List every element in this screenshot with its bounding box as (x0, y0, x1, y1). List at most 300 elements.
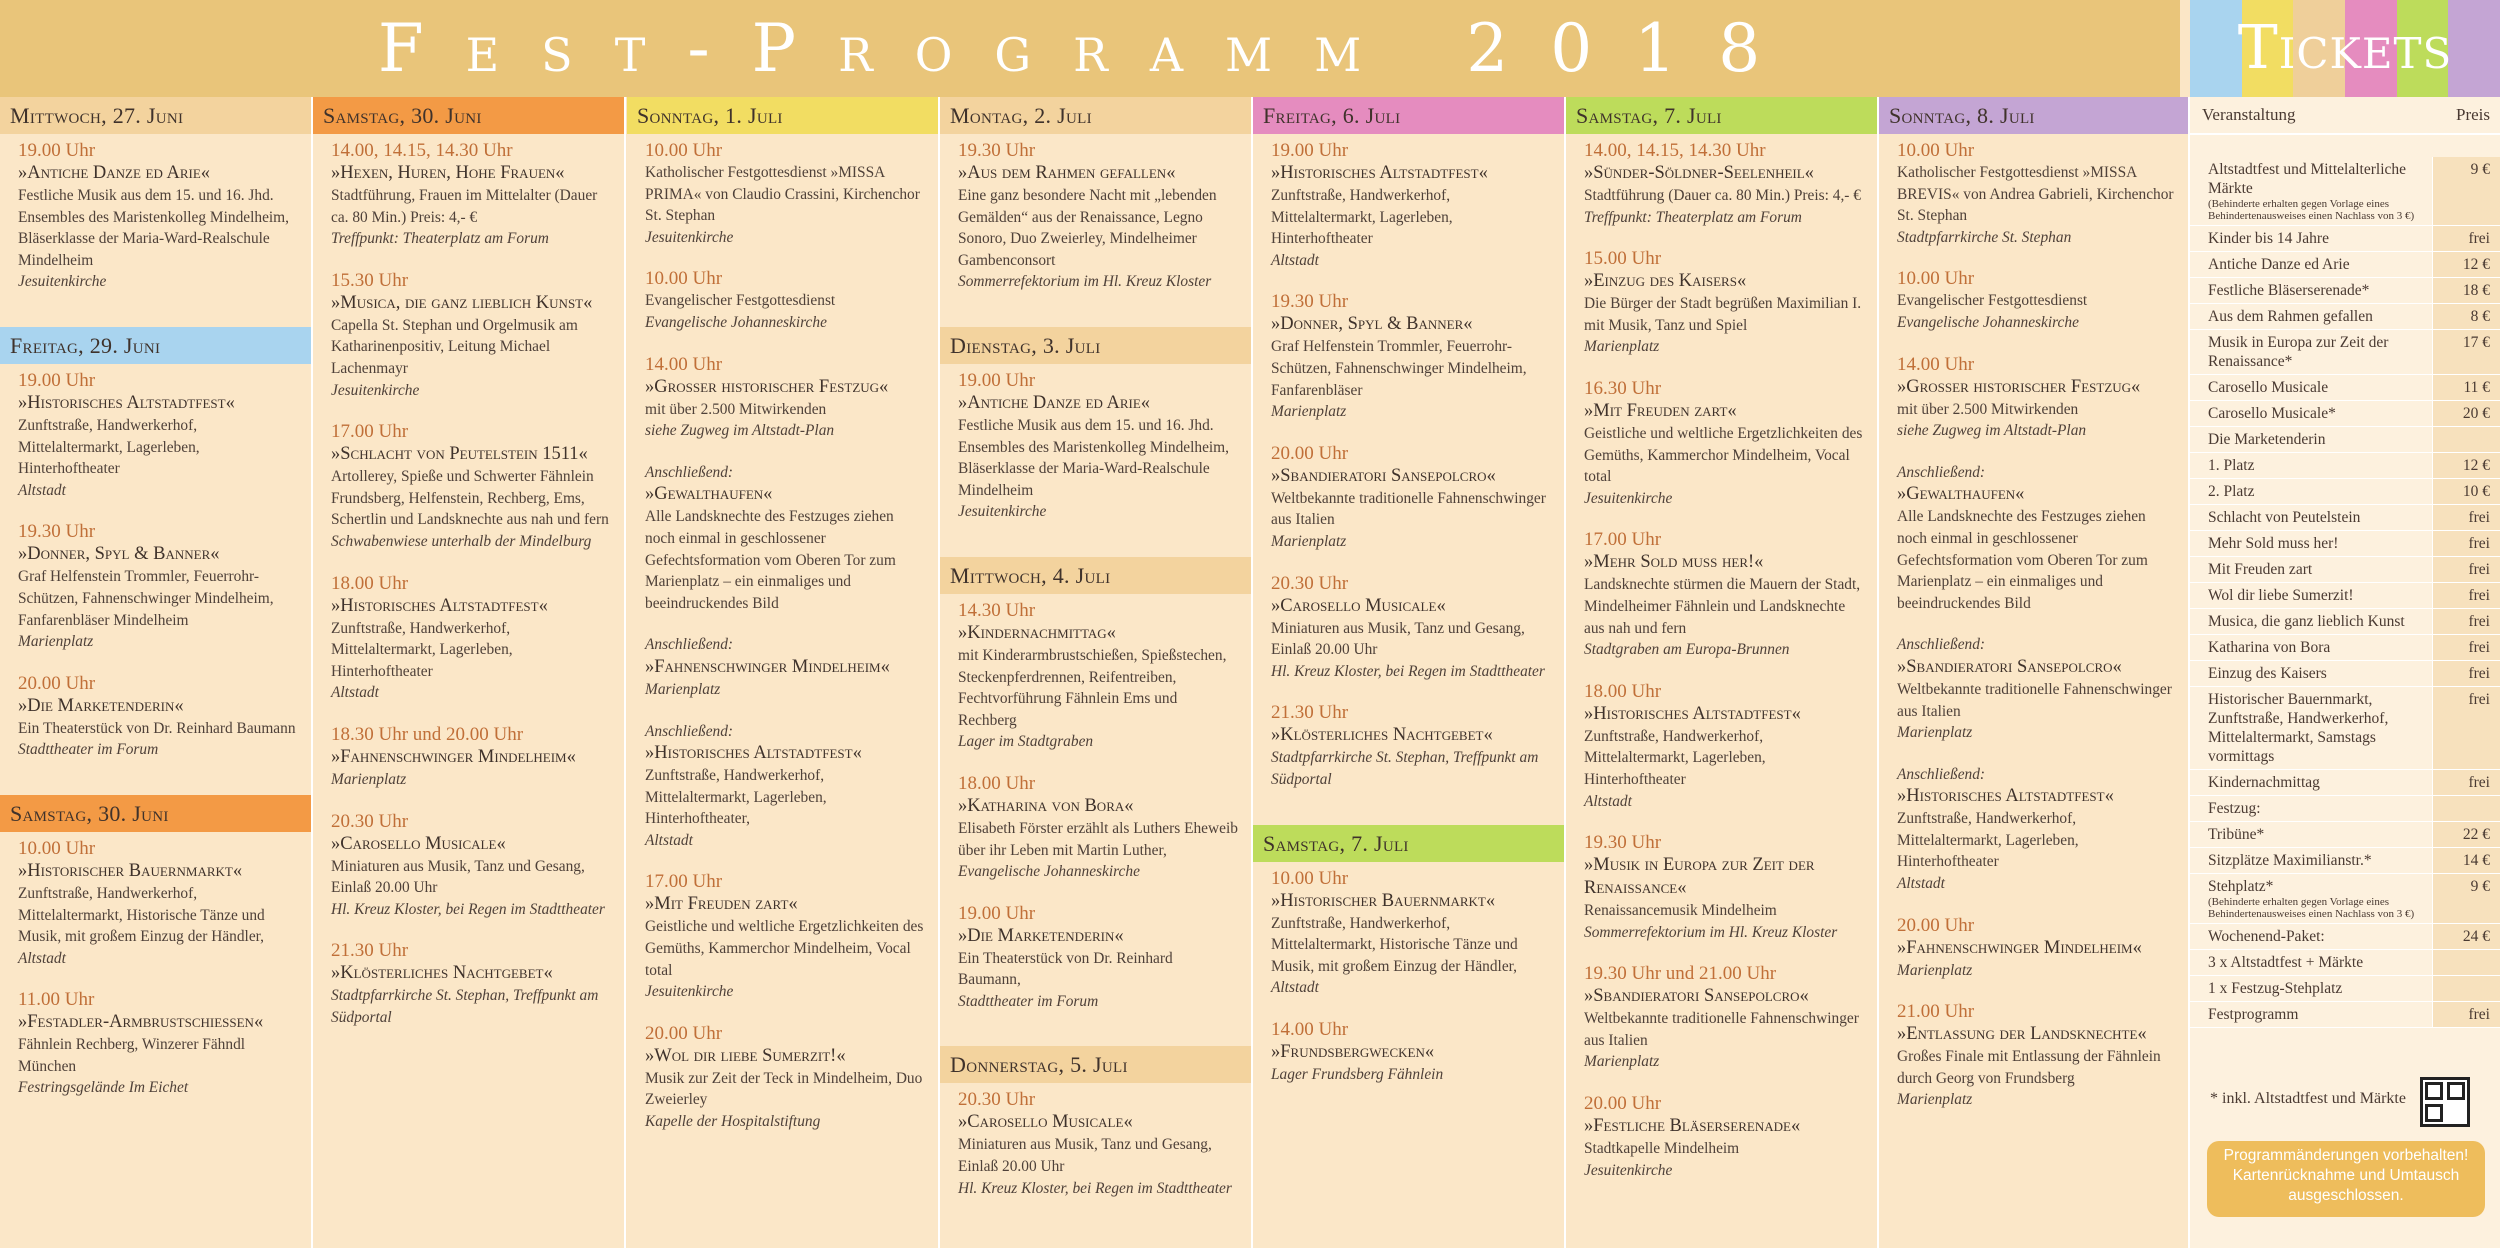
event-name: »Die Marketenderin« (18, 695, 184, 716)
event-item (1271, 1019, 1552, 1086)
qr-code-icon[interactable] (2420, 1077, 2470, 1127)
event-description: Zunftstraße, Handwerkerhof, Mittelaltermarkt, Historische Tänze und Musik, mit großem Einzug der Händler, (1271, 914, 1518, 975)
event-name: »Kindernachmittag« (958, 622, 1116, 643)
program-column (1253, 97, 1566, 1248)
tickets-table-header (2190, 97, 2500, 135)
program-column (940, 97, 1253, 1248)
event-location: siehe Zugweg im Altstadt-Plan (645, 422, 835, 440)
day-header: Freitag, 29. Juni (0, 327, 311, 364)
ticket-price: frei (2432, 687, 2500, 769)
ticket-name-text: Festliche Bläserserenade* (2208, 282, 2370, 299)
event-name: »Wol dir liebe Sumerzit!« (645, 1045, 846, 1066)
event-name: »Sbandieratori Sansepolcro« (1584, 986, 1809, 1007)
event-location: Marienplatz (331, 770, 407, 788)
event-description: Elisabeth Förster erzählt als Luthers Eheweib über ihr Leben mit Martin Luther, (958, 819, 1238, 859)
event-item (331, 940, 612, 1028)
event-location: Stadtpfarrkirche St. Stephan (1897, 228, 2072, 246)
event-description: Stadtführung, Frauen im Mittelalter (Dauer ca. 80 Min.) Preis: 4,- € (331, 187, 598, 226)
ticket-row (2190, 950, 2500, 976)
event-description: Alle Landsknechte des Festzuges ziehen noch einmal in geschlossener Gefechtsformation vom Oberen Tor zum Marienplatz – ein einmaliges und beeindruckendes Bild (645, 508, 896, 612)
ticket-name-text: Mit Freuden zart (2208, 561, 2313, 578)
event-description: Festliche Musik aus dem 15. und 16. Jhd. Ensembles des Maristenkolleg Mindelheim, Bläserklasse der Maria-Ward-Realschule Mindelheim (18, 187, 289, 269)
event-time: 20.00 Uhr (1271, 442, 1349, 464)
event-item (958, 140, 1239, 293)
ticket-price: frei (2432, 557, 2500, 582)
event-name: »Musik in Europa zur Zeit der Renaissance« (1584, 855, 1815, 899)
ticket-name (2190, 796, 2432, 821)
ticket-name (2190, 453, 2432, 478)
event-list (1879, 134, 2188, 1133)
event-location: siehe Zugweg im Altstadt-Plan (1897, 422, 2087, 440)
event-description: Zunftstraße, Handwerkerhof, Mittelaltermarkt, Historische Tänze und Musik, mit großem Einzug der Händler, (18, 884, 265, 946)
ticket-name (2190, 635, 2432, 660)
event-item (331, 573, 612, 704)
event-name: »Carosello Musicale« (958, 1112, 1133, 1133)
event-location: Stadttheater im Forum (18, 741, 159, 759)
ticket-name (2190, 401, 2432, 426)
program-column (1879, 97, 2190, 1248)
ticket-price: frei (2432, 226, 2500, 251)
event-name: »Klösterliches Nachtgebet« (331, 963, 553, 984)
ticket-row (2190, 924, 2500, 950)
event-description: Großes Finale mit Entlassung der Fähnlein durch Georg von Frundsberg (1897, 1048, 2161, 1087)
event-description: Capella St. Stephan und Orgelmusik am Katharinenpositiv, Leitung Michael Lachenmayr (331, 316, 578, 377)
event-location: Marienplatz (1584, 1053, 1660, 1071)
event-location: Altstadt (1271, 251, 1319, 269)
event-time: 20.30 Uhr (1271, 572, 1349, 594)
event-description: Miniaturen aus Musik, Tanz und Gesang, Einlaß 20.00 Uhr (1271, 619, 1525, 659)
event-item (331, 724, 612, 791)
event-name: »Antiche Danze ed Arie« (18, 163, 211, 183)
ticket-row (2190, 976, 2500, 1002)
event-description: Die Bürger der Stadt begrüßen Maximilian I. mit Musik, Tanz und Spiel (1584, 295, 1862, 334)
day-header: Samstag, 30. Juni (313, 97, 624, 134)
event-description: Evangelischer Festgottesdienst (1897, 292, 2088, 310)
event-name: »Hexen, Huren, Hohe Frauen« (331, 163, 565, 183)
event-time: 10.00 Uhr (18, 837, 96, 859)
ticket-row (2190, 770, 2500, 796)
event-name: »Entlassung der Landsknechte« (1897, 1024, 2147, 1045)
tickets-title: Tickets (2237, 13, 2453, 83)
ticket-price: frei (2432, 609, 2500, 634)
event-preface: Anschließend: (645, 722, 734, 740)
event-description: Miniaturen aus Musik, Tanz und Gesang, Einlaß 20.00 Uhr (331, 857, 585, 897)
day-header: Mittwoch, 4. Juli (940, 557, 1251, 594)
program-column (313, 97, 626, 1248)
event-time: 19.00 Uhr (18, 140, 96, 161)
event-name: »Frundsbergwecken« (1271, 1041, 1435, 1062)
ticket-name-text: Einzug des Kaisers (2208, 665, 2327, 682)
ticket-name (2190, 531, 2432, 556)
event-time: 19.30 Uhr (1584, 832, 1662, 854)
event-name: »Festliche Bläserserenade« (1584, 1116, 1801, 1137)
page-title: Fest-Programm 2018 (377, 10, 1803, 87)
ticket-row (2190, 330, 2500, 375)
event-time: 19.30 Uhr (18, 521, 96, 543)
ticket-row (2190, 557, 2500, 583)
ticket-name (2190, 557, 2432, 582)
event-location: Altstadt (1271, 979, 1319, 997)
event-time: 14.00 Uhr (1897, 353, 1975, 375)
event-list (0, 832, 311, 1121)
event-time: 18.00 Uhr (958, 772, 1036, 794)
event-location: Kapelle der Hospitalstiftung (645, 1113, 821, 1131)
ticket-name (2190, 157, 2432, 225)
event-description: Miniaturen aus Musik, Tanz und Gesang, Einlaß 20.00 Uhr (958, 1136, 1212, 1176)
event-location: Schwabenwiese unterhalb der Mindelburg (331, 532, 592, 550)
event-item (645, 462, 926, 615)
ticket-name (2190, 687, 2432, 769)
ticket-row (2190, 157, 2500, 226)
event-location: Hl. Kreuz Kloster, bei Regen im Stadttheater (958, 1179, 1232, 1197)
ticket-name (2190, 427, 2432, 452)
event-location: Stadtgraben am Europa-Brunnen (1584, 641, 1790, 659)
event-description: Evangelischer Festgottesdienst (645, 292, 836, 310)
event-description: Musik zur Zeit der Teck in Mindelheim, Duo Zweierley (645, 1069, 923, 1109)
ticket-name (2190, 583, 2432, 608)
event-name: »Donner, Spyl & Banner« (1271, 314, 1473, 335)
event-description: Zunftstraße, Handwerkerhof, Mittelaltermarkt, Lagerleben, Hinterhoftheater (331, 619, 513, 680)
ticket-row (2190, 401, 2500, 427)
event-item (1897, 764, 2176, 895)
event-list (0, 134, 311, 315)
day-header: Freitag, 6. Juli (1253, 97, 1564, 134)
ticket-price: 20 € (2432, 401, 2500, 426)
event-name: »Fahnenschwinger Mindelheim« (331, 746, 576, 767)
ticket-name-text: Historischer Bauernmarkt, Zunftstraße, Handwerkerhof, Mittelaltermarkt, Samstags vormittags (2208, 691, 2389, 765)
ticket-row (2190, 505, 2500, 531)
event-location: Hl. Kreuz Kloster, bei Regen im Stadttheater (331, 900, 605, 918)
ticket-row (2190, 453, 2500, 479)
event-name: »Katharina von Bora« (958, 795, 1134, 816)
ticket-name (2190, 479, 2432, 504)
tickets-col-event: Veranstaltung (2202, 105, 2296, 124)
event-location: Marienplatz (645, 680, 721, 698)
ticket-row (2190, 635, 2500, 661)
ticket-price: frei (2432, 661, 2500, 686)
event-location: Jesuitenkirche (645, 228, 734, 246)
event-time: 20.30 Uhr (958, 1089, 1036, 1111)
event-list (940, 1083, 1251, 1221)
event-time: 19.00 Uhr (1271, 140, 1349, 161)
event-name: »Aus dem Rahmen gefallen« (958, 163, 1176, 183)
ticket-name (2190, 609, 2432, 634)
ticket-row (2190, 427, 2500, 453)
event-time: 20.30 Uhr (331, 810, 409, 832)
ticket-price: frei (2432, 531, 2500, 556)
ticket-name-text: 1 x Festzug-Stehplatz (2208, 980, 2343, 997)
event-item (645, 140, 926, 248)
program-column (0, 97, 313, 1248)
event-name: »Einzug des Kaisers« (1584, 271, 1747, 292)
event-name: »Historisches Altstadtfest« (331, 595, 548, 616)
ticket-row (2190, 226, 2500, 252)
event-preface: Anschließend: (645, 463, 734, 481)
event-location: Altstadt (1897, 875, 1945, 893)
ticket-name-text: Musica, die ganz lieblich Kunst (2208, 613, 2405, 630)
event-location: Jesuitenkirche (18, 273, 107, 291)
event-description: Katholischer Festgottesdienst »MISSA PRIMA« von Claudio Crassini, Kirchenchor St. Stephan (645, 164, 920, 225)
ticket-name (2190, 226, 2432, 251)
event-item (1584, 140, 1865, 228)
event-location: Marienplatz (1897, 1091, 1973, 1109)
event-item (645, 634, 926, 700)
event-time: 14.00 Uhr (645, 353, 723, 375)
event-time: 20.00 Uhr (1584, 1093, 1662, 1115)
ticket-name (2190, 848, 2432, 873)
event-time: 11.00 Uhr (18, 989, 95, 1011)
event-name: »Historisches Altstadtfest« (1897, 786, 2114, 807)
ticket-name (2190, 330, 2432, 374)
ticket-row (2190, 304, 2500, 330)
event-item (1271, 702, 1552, 790)
ticket-name-text: 2. Platz (2208, 483, 2255, 500)
ticket-name (2190, 304, 2432, 329)
event-time: 18.30 Uhr und 20.00 Uhr (331, 723, 524, 745)
day-header: Donnerstag, 5. Juli (940, 1046, 1251, 1083)
event-item (645, 721, 926, 852)
event-item (1271, 573, 1552, 683)
ticket-price (2432, 950, 2500, 975)
event-time: 20.00 Uhr (18, 672, 96, 694)
event-time: 21.00 Uhr (1897, 1001, 1975, 1023)
event-time: 19.00 Uhr (958, 369, 1036, 391)
program-column (627, 97, 940, 1248)
event-location: Marienplatz (1584, 338, 1660, 356)
event-description: Geistliche und weltliche Ergetzlichkeiten des Gemüths, Kammerchor Mindelheim, Vocal total (645, 918, 924, 979)
event-item (1897, 915, 2176, 982)
ticket-row (2190, 1002, 2500, 1028)
event-name: »Schlacht von Peutelstein 1511« (331, 444, 588, 465)
ticket-name (2190, 278, 2432, 303)
ticket-name-text: Sitzplätze Maximilianstr.* (2208, 852, 2372, 869)
day-header: Dienstag, 3. Juli (940, 327, 1251, 364)
ticket-price: frei (2432, 583, 2500, 608)
event-item (958, 903, 1239, 1013)
event-item (1584, 529, 1865, 660)
event-time: 17.00 Uhr (645, 871, 723, 893)
notice-box: Programmänderungen vorbehalten! Kartenrücknahme und Umtausch ausgeschlossen. (2207, 1141, 2485, 1217)
event-description: Stadtkapelle Mindelheim (1584, 1140, 1740, 1158)
ticket-name-text: Antiche Danze ed Arie (2208, 256, 2350, 273)
event-item (18, 989, 299, 1099)
event-location: Evangelische Johanneskirche (645, 313, 827, 331)
event-time: 10.00 Uhr (1897, 268, 1975, 290)
event-name: »Donner, Spyl & Banner« (18, 544, 220, 565)
event-time: 15.30 Uhr (331, 269, 409, 291)
event-location: Marienplatz (18, 633, 94, 651)
event-item (1271, 868, 1552, 999)
event-description: Graf Helfenstein Trommler, Feuerrohr-Schützen, Fahnenschwinger Mindelheim, Fanfarenbläser Mindelheim (18, 568, 274, 629)
event-time: 14.00, 14.15, 14.30 Uhr (1584, 140, 1766, 161)
ticket-row (2190, 609, 2500, 635)
day-header: Samstag, 7. Juli (1253, 825, 1564, 862)
event-name: »Historischer Bauernmarkt« (1271, 890, 1496, 911)
event-description: Fähnlein Rechberg, Winzerer Fähndl München (18, 1036, 246, 1075)
event-description: Artollerey, Spieße und Schwerter Fähnlein Frundsberg, Helfenstein, Rechberg, Ems, Schertlin und Landsknechte aus nah und fern (331, 468, 609, 529)
event-name: »Fahnenschwinger Mindelheim« (1897, 937, 2142, 958)
event-description: Graf Helfenstein Trommler, Feuerrohr-Schützen, Fahnenschwinger Mindelheim, Fanfarenbläser (1271, 338, 1527, 399)
ticket-price: 22 € (2432, 822, 2500, 847)
event-description: Zunftstraße, Handwerkerhof, Mittelaltermarkt, Lagerleben, Hinterhoftheater (1271, 187, 1453, 248)
ticket-name-text: Altstadtfest und Mittelalterliche Märkte (2208, 161, 2407, 197)
ticket-row (2190, 796, 2500, 822)
event-name: »Carosello Musicale« (1271, 595, 1446, 616)
event-location: Jesuitenkirche (645, 983, 734, 1001)
ticket-name-text: 3 x Altstadtfest + Märkte (2208, 954, 2364, 971)
day-header: Sonntag, 8. Juli (1879, 97, 2188, 134)
ticket-price: 12 € (2432, 252, 2500, 277)
event-item (1584, 1093, 1865, 1181)
event-name: »Mehr Sold muss her!« (1584, 552, 1764, 573)
event-item (1584, 832, 1865, 943)
ticket-name (2190, 874, 2432, 923)
event-item (1271, 291, 1552, 422)
event-location: Altstadt (331, 684, 379, 702)
ticket-name-text: Aus dem Rahmen gefallen (2208, 308, 2373, 325)
event-location: Treffpunkt: Theaterplatz am Forum (1584, 208, 1802, 226)
event-location: Jesuitenkirche (958, 503, 1047, 521)
event-description: Eine ganz besondere Nacht mit „lebenden Gemälden“ aus der Renaissance, Legno Sonoro, Duo Zweierley, Mindelheimer Gambenconsort (958, 187, 1217, 269)
event-description: Katholischer Festgottesdienst »MISSA BREVIS« von Andrea Gabrieli, Kirchenchor St. Stephan (1897, 164, 2174, 225)
ticket-price: frei (2432, 770, 2500, 795)
event-location: Lager im Stadtgraben (958, 733, 1094, 751)
day-header: Montag, 2. Juli (940, 97, 1251, 134)
ticket-name (2190, 252, 2432, 277)
ticket-name (2190, 505, 2432, 530)
event-list (313, 134, 624, 1050)
event-name: »Grosser historischer Festzug« (1897, 376, 2141, 397)
ticket-name-text: Musik in Europa zur Zeit der Renaissance* (2208, 334, 2389, 370)
ticket-price (2432, 796, 2500, 821)
event-location: Stadttheater im Forum (958, 992, 1099, 1010)
event-description: Weltbekannte traditionelle Fahnenschwinger aus Italien (1897, 680, 2172, 720)
event-item (1897, 1001, 2176, 1111)
event-description: mit über 2.500 Mitwirkenden (1897, 400, 2079, 418)
event-item (18, 140, 299, 293)
ticket-price: frei (2432, 635, 2500, 660)
event-preface: Anschließend: (645, 636, 734, 654)
ticket-name-text: Stehplatz* (2208, 878, 2274, 895)
event-preface: Anschließend: (1897, 463, 1986, 481)
event-description: mit Kinderarmbrustschießen, Spießstechen, Steckenpferdrennen, Reifentreiben, Fechtvorführung Fähnlein Ems und Rechberg (958, 646, 1227, 729)
event-name: »Sünder-Söldner-Seelenheil« (1584, 163, 1814, 183)
event-location: Hl. Kreuz Kloster, bei Regen im Stadttheater (1271, 662, 1545, 680)
event-name: »Sbandieratori Sansepolcro« (1271, 465, 1496, 486)
event-item (645, 1023, 926, 1133)
event-item (331, 811, 612, 921)
event-item (1584, 248, 1865, 358)
event-item (18, 521, 299, 652)
event-item (1897, 462, 2176, 615)
event-name: »Fahnenschwinger Mindelheim« (645, 656, 890, 677)
event-item (331, 270, 612, 401)
ticket-row (2190, 822, 2500, 848)
ticket-name-text: 1. Platz (2208, 457, 2255, 474)
event-time: 15.00 Uhr (1584, 248, 1662, 270)
event-item (958, 370, 1239, 523)
day-header: Samstag, 30. Juni (0, 795, 311, 832)
event-time: 19.30 Uhr (1271, 291, 1349, 313)
event-description: Zunftstraße, Handwerkerhof, Mittelaltermarkt, Lagerleben, Hinterhoftheater (1584, 727, 1766, 788)
ticket-row (2190, 375, 2500, 401)
ticket-name-text: Schlacht von Peutelstein (2208, 509, 2361, 526)
ticket-name-text: Festzug: (2208, 800, 2261, 817)
event-description: Stadtführung (Dauer ca. 80 Min.) Preis: 4,- € (1584, 187, 1861, 204)
event-item (331, 421, 612, 552)
event-item (1584, 681, 1865, 812)
event-list (627, 134, 938, 1155)
ticket-price: 14 € (2432, 848, 2500, 873)
event-list (1566, 134, 1877, 1203)
event-location: Marienplatz (1271, 403, 1347, 421)
ticket-row (2190, 278, 2500, 304)
event-item (1897, 268, 2176, 333)
event-list (1253, 862, 1564, 1108)
event-item (331, 140, 612, 250)
event-item (1897, 140, 2176, 248)
ticket-name-text: Festprogramm (2208, 1006, 2299, 1023)
event-time: 18.00 Uhr (1584, 680, 1662, 702)
event-description: Weltbekannte traditionelle Fahnenschwinger aus Italien (1271, 489, 1546, 529)
event-time: 18.00 Uhr (331, 572, 409, 594)
event-location: Jesuitenkirche (1584, 489, 1673, 507)
ticket-name-text: Carosello Musicale (2208, 379, 2329, 396)
ticket-name-text: Katharina von Bora (2208, 639, 2331, 656)
ticket-row (2190, 661, 2500, 687)
event-location: Marienplatz (1897, 724, 1973, 742)
ticket-name-text: Die Marketenderin (2208, 431, 2326, 448)
event-location: Sommerrefektorium im Hl. Kreuz Kloster (1584, 923, 1838, 941)
ticket-name-text: Tribüne* (2208, 826, 2265, 843)
event-description: Ein Theaterstück von Dr. Reinhard Baumann (18, 719, 296, 737)
event-time: 10.00 Uhr (645, 268, 723, 290)
event-list (940, 134, 1251, 315)
event-location: Jesuitenkirche (331, 381, 420, 399)
event-name: »Die Marketenderin« (958, 925, 1124, 946)
event-item (1897, 354, 2176, 442)
event-name: »Mit Freuden zart« (645, 894, 798, 915)
event-name: »Grosser historischer Festzug« (645, 376, 889, 397)
event-location: Altstadt (18, 481, 66, 499)
event-description: Geistliche und weltliche Ergetzlichkeiten des Gemüths, Kammerchor Mindelheim, Vocal total (1584, 424, 1863, 486)
ticket-price: 11 € (2432, 375, 2500, 400)
event-description: Weltbekannte traditionelle Fahnenschwinger aus Italien (1584, 1010, 1859, 1049)
ticket-row (2190, 252, 2500, 278)
event-name: »Carosello Musicale« (331, 833, 506, 854)
event-location: Festringsgelände Im Eichet (18, 1079, 189, 1097)
event-list (940, 594, 1251, 1035)
event-item (18, 370, 299, 501)
ticket-price: frei (2432, 1002, 2500, 1027)
event-list (940, 364, 1251, 545)
event-name: »Gewalthaufen« (1897, 484, 2025, 505)
event-time: 14.00 Uhr (1271, 1018, 1349, 1040)
event-location: Lager Frundsberg Fähnlein (1271, 1065, 1444, 1083)
event-location: Sommerrefektorium im Hl. Kreuz Kloster (958, 273, 1212, 291)
event-location: Marienplatz (1897, 961, 1973, 979)
ticket-name (2190, 822, 2432, 847)
tickets-table (2190, 135, 2500, 1028)
ticket-price: 10 € (2432, 479, 2500, 504)
day-header: Mittwoch, 27. Juni (0, 97, 311, 134)
event-description: Zunftstraße, Handwerkerhof, Mittelaltermarkt, Lagerleben, Hinterhoftheater, (645, 767, 827, 828)
event-time: 19.00 Uhr (18, 369, 96, 391)
event-name: »Historischer Bauernmarkt« (18, 860, 243, 881)
event-time: 21.30 Uhr (1271, 702, 1349, 724)
ticket-note: (Behinderte erhalten gegen Vorlage eines Behindertenausweises einen Nachlass von 3 €) (2208, 896, 2415, 920)
event-item (958, 773, 1239, 883)
